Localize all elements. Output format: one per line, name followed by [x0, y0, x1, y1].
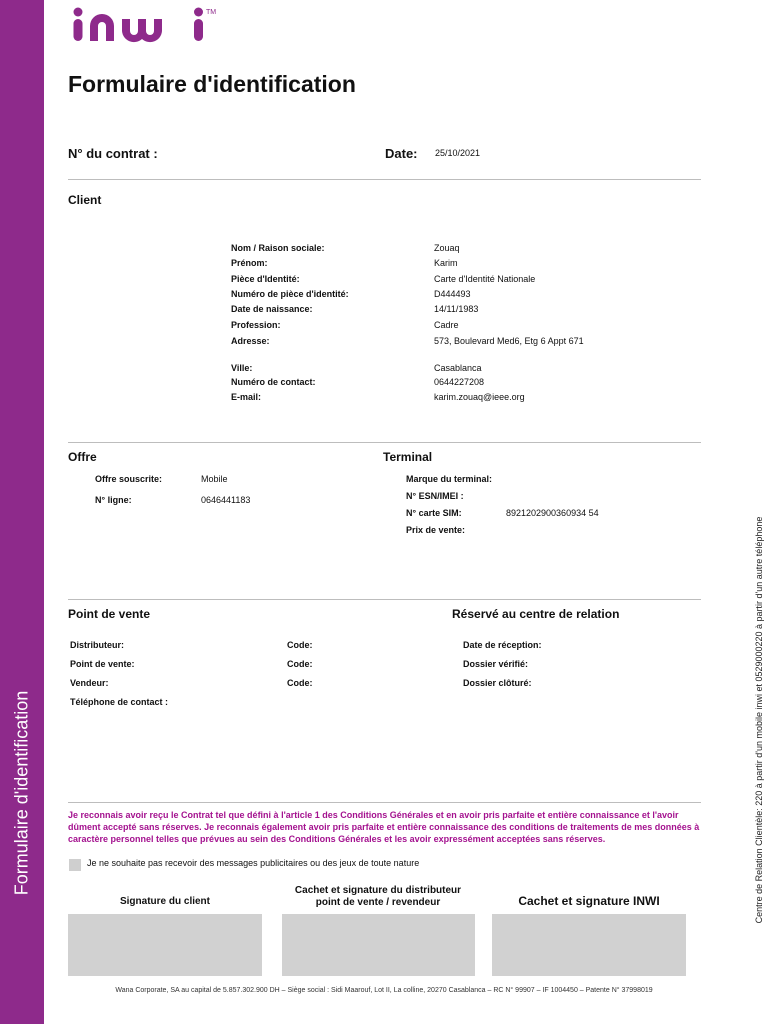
- client-label: Date de naissance:: [231, 304, 313, 314]
- offre-value: 0646441183: [201, 495, 251, 505]
- inwi-signature-box[interactable]: [492, 914, 686, 976]
- client-label: Prénom:: [231, 258, 268, 268]
- code-label: Code:: [287, 678, 313, 688]
- sidebar-band: [0, 0, 44, 1024]
- inwi-signature-title: Cachet et signature INWI: [518, 894, 660, 908]
- client-label: Numéro de pièce d'identité:: [231, 289, 349, 299]
- divider: [68, 599, 701, 600]
- page-title: Formulaire d'identification: [68, 71, 356, 97]
- client-value: Karim: [434, 258, 458, 268]
- marketing-opt-out-label: Je ne souhaite pas recevoir des messages publicitaires ou des jeux de toute nature: [87, 858, 420, 868]
- contract-number-label: N° du contrat :: [68, 146, 158, 161]
- reserve-label: Dossier clôturé:: [463, 678, 532, 688]
- code-label: Code:: [287, 659, 313, 669]
- distributor-title-line2: point de vente / revendeur: [315, 897, 441, 908]
- pdv-label: Distributeur:: [70, 640, 124, 650]
- pdv-label: Point de vente:: [70, 659, 135, 669]
- client-label: Profession:: [231, 320, 281, 330]
- point-de-vente-heading: Point de vente: [68, 607, 151, 621]
- pdv-label: Vendeur:: [70, 678, 109, 688]
- date-value: 25/10/2021: [435, 148, 481, 158]
- sidebar-label: Formulaire d'identification: [11, 690, 32, 896]
- date-label: Date:: [385, 146, 418, 161]
- distributor-signature-box[interactable]: [282, 914, 475, 976]
- client-value: karim.zouaq@ieee.org: [434, 392, 525, 402]
- distributor-signature-title: [278, 885, 478, 909]
- client-signature-title: Signature du client: [119, 896, 210, 907]
- client-signature-box[interactable]: [68, 914, 262, 976]
- reserve-heading: Réservé au centre de relation: [452, 607, 620, 621]
- offre-label: Offre souscrite:: [95, 474, 163, 484]
- client-value: Casablanca: [434, 363, 482, 373]
- terminal-heading: Terminal: [383, 450, 433, 464]
- reserve-label: Dossier vérifié:: [463, 659, 529, 669]
- pdv-label: Téléphone de contact :: [70, 697, 169, 707]
- code-label: Code:: [287, 640, 313, 650]
- divider: [68, 442, 701, 443]
- client-value: D444493: [434, 289, 471, 299]
- customer-service-note: Centre de Relation Clientèle: 220 à partir d'un mobile inwi et 0529000220 à partir d'un autre téléphone: [754, 516, 764, 924]
- client-label: Numéro de contact:: [231, 377, 316, 387]
- client-label: Nom / Raison sociale:: [231, 243, 325, 253]
- consent-text: Je reconnais avoir reçu le Contrat tel que défini à l'article 1 des Conditions Générales et en avoir pris parfaite et entière connaissance et l'avoir dûment accepté sans réserves. Je reconnais également avoir pris parfaite et entière connaissance des conditions de traitements de mes données à caractère personnel telles que prévues au sein des Conditions Générales et les avoir expressément acceptées sans réserves.: [68, 810, 700, 844]
- client-value: Carte d'Identité Nationale: [434, 274, 536, 284]
- terminal-label: Prix de vente:: [406, 525, 466, 535]
- offre-heading: Offre: [68, 450, 97, 464]
- divider: [68, 179, 701, 180]
- terminal-label: N° carte SIM:: [406, 508, 462, 518]
- client-value: 14/11/1983: [434, 304, 479, 314]
- client-value: 573, Boulevard Med6, Etg 6 Appt 671: [434, 336, 584, 346]
- client-label: Ville:: [231, 363, 253, 373]
- terminal-label: N° ESN/IMEI :: [406, 491, 464, 501]
- inwi-logo: [70, 4, 240, 49]
- client-value: 0644227208: [434, 377, 485, 387]
- client-label: E-mail:: [231, 392, 262, 402]
- client-value: Cadre: [434, 320, 459, 330]
- client-label: Adresse:: [231, 336, 270, 346]
- client-value: Zouaq: [434, 243, 460, 253]
- divider: [68, 802, 701, 803]
- offre-label: N° ligne:: [95, 495, 132, 505]
- logo-trademark: TM: [206, 9, 217, 16]
- sim-number-value: 8921202900360934 54: [506, 508, 599, 518]
- terminal-label: Marque du terminal:: [406, 474, 493, 484]
- footer-legal: Wana Corporate, SA au capital de 5.857.302.900 DH – Siège social : Sidi Maarouf, Lot II, La colline, 20270 Casablanca – RC N° 99907 – IF 1004450 – Patente N° 37998019: [115, 987, 653, 994]
- client-label: Pièce d'Identité:: [231, 274, 300, 284]
- client-heading: Client: [68, 193, 102, 207]
- marketing-opt-out-checkbox[interactable]: [69, 859, 81, 871]
- distributor-title-line1: Cachet et signature du distributeur: [294, 885, 462, 896]
- offre-value: Mobile: [201, 474, 228, 484]
- reserve-label: Date de réception:: [463, 640, 542, 650]
